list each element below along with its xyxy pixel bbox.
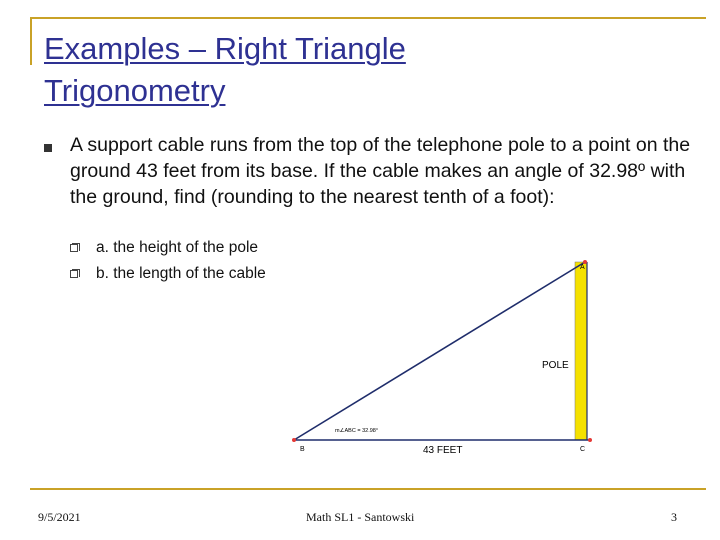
vertex-c-dot: [588, 438, 592, 442]
footer-center: Math SL1 - Santowski: [306, 510, 415, 524]
checkbox-bullet-icon: [70, 244, 78, 252]
base-length-label: 43 FEET: [423, 445, 463, 456]
frame-left-line: [30, 17, 32, 65]
angle-label: m∠ABC = 32.98°: [335, 428, 379, 434]
square-bullet-icon: [44, 144, 52, 152]
cable-line: [294, 262, 585, 440]
frame-top-line: [30, 17, 706, 19]
title-line-2: Trigonometry: [44, 73, 226, 108]
footer-date: 9/5/2021: [38, 510, 81, 524]
sub-item-b: b. the length of the cable: [96, 265, 266, 282]
footer-page-number: 3: [671, 510, 677, 524]
problem-text: A support cable runs from the top of the telephone pole to a point on the ground 43 feet from its base. If the cable makes an angle of 32.98º with the ground, find (rounding to the nearest tenth of a foot):: [70, 134, 691, 208]
pole-shape: [575, 262, 587, 440]
triangle-diagram: [280, 250, 610, 465]
label-b: B: [300, 446, 305, 453]
checkbox-bullet-icon: [70, 270, 78, 278]
pole-label: POLE: [542, 360, 569, 371]
label-a: A: [580, 264, 585, 271]
frame-bottom-line: [30, 488, 706, 490]
vertex-b-dot: [292, 438, 296, 442]
sub-item-a: a. the height of the pole: [96, 239, 259, 256]
title-line-1: Examples – Right Triangle: [44, 31, 406, 66]
slide-title: [44, 28, 406, 112]
label-c: C: [580, 446, 586, 453]
